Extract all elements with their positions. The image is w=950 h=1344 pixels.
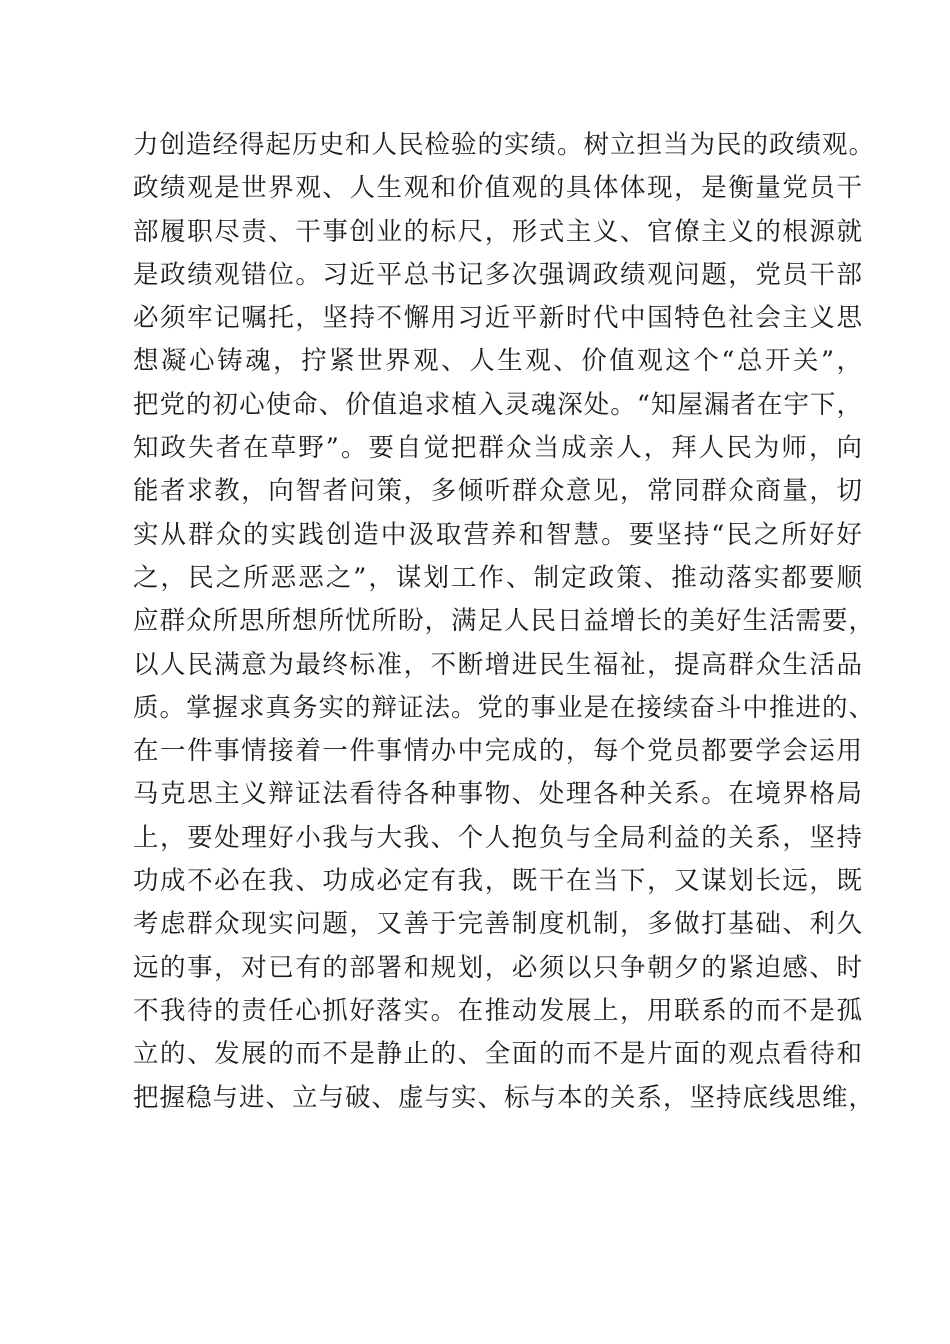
text-line: 马克思主义辩证法看待各种事物、处理各种关系。在境界格局 bbox=[133, 779, 863, 810]
text-line: 力创造经得起历史和人民检验的实绩。树立担当为民的政绩观。 bbox=[133, 130, 876, 160]
text-line: 能者求教，向智者问策，多倾听群众意见，常同群众商量，切 bbox=[133, 476, 863, 507]
text-line: 部履职尽责、干事创业的标尺，形式主义、官僚主义的根源就 bbox=[133, 216, 863, 247]
text-line: 必须牢记嘱托，坚持不懈用习近平新时代中国特色社会主义思 bbox=[133, 303, 863, 334]
text-line: 政绩观是世界观、人生观和价值观的具体体现，是衡量党员干 bbox=[133, 173, 863, 204]
text-line: 把握稳与进、立与破、虚与实、标与本的关系，坚持底线思维， bbox=[133, 1082, 876, 1113]
text-line: 上，要处理好小我与大我、个人抱负与全局利益的关系，坚持 bbox=[133, 822, 863, 853]
text-line: 在一件事情接着一件事情办中完成的，每个党员都要学会运用 bbox=[133, 736, 863, 767]
text-line: 应群众所思所想所忧所盼，满足人民日益增长的美好生活需要， bbox=[133, 606, 876, 637]
text-line: 实从群众的实践创造中汲取营养和智慧。要坚持“民之所好好 bbox=[133, 519, 863, 550]
text-line: 远的事，对已有的部署和规划，必须以只争朝夕的紧迫感、时 bbox=[133, 952, 863, 983]
text-line: 把党的初心使命、价值追求植入灵魂深处。“知屋漏者在宇下， bbox=[133, 389, 863, 420]
text-line: 之，民之所恶恶之”，谋划工作、制定政策、推动落实都要顺 bbox=[133, 562, 863, 593]
text-line: 质。掌握求真务实的辩证法。党的事业是在接续奋斗中推进的、 bbox=[133, 692, 876, 723]
text-line: 想凝心铸魂，拧紧世界观、人生观、价值观这个“总开关”， bbox=[133, 346, 863, 377]
text-line: 是政绩观错位。习近平总书记多次强调政绩观问题，党员干部 bbox=[133, 259, 863, 290]
text-line: 功成不必在我、功成必定有我，既干在当下，又谋划长远，既 bbox=[133, 866, 863, 897]
text-line: 考虑群众现实问题，又善于完善制度机制，多做打基础、利久 bbox=[133, 909, 863, 940]
text-line: 以人民满意为最终标准，不断增进民生福祉，提高群众生活品 bbox=[133, 649, 863, 680]
text-line: 知政失者在草野”。要自觉把群众当成亲人，拜人民为师，向 bbox=[133, 433, 863, 464]
body-paragraph bbox=[133, 124, 876, 1120]
text-line: 立的、发展的而不是静止的、全面的而不是片面的观点看待和 bbox=[133, 1039, 863, 1070]
text-line: 不我待的责任心抓好落实。在推动发展上，用联系的而不是孤 bbox=[133, 995, 863, 1026]
